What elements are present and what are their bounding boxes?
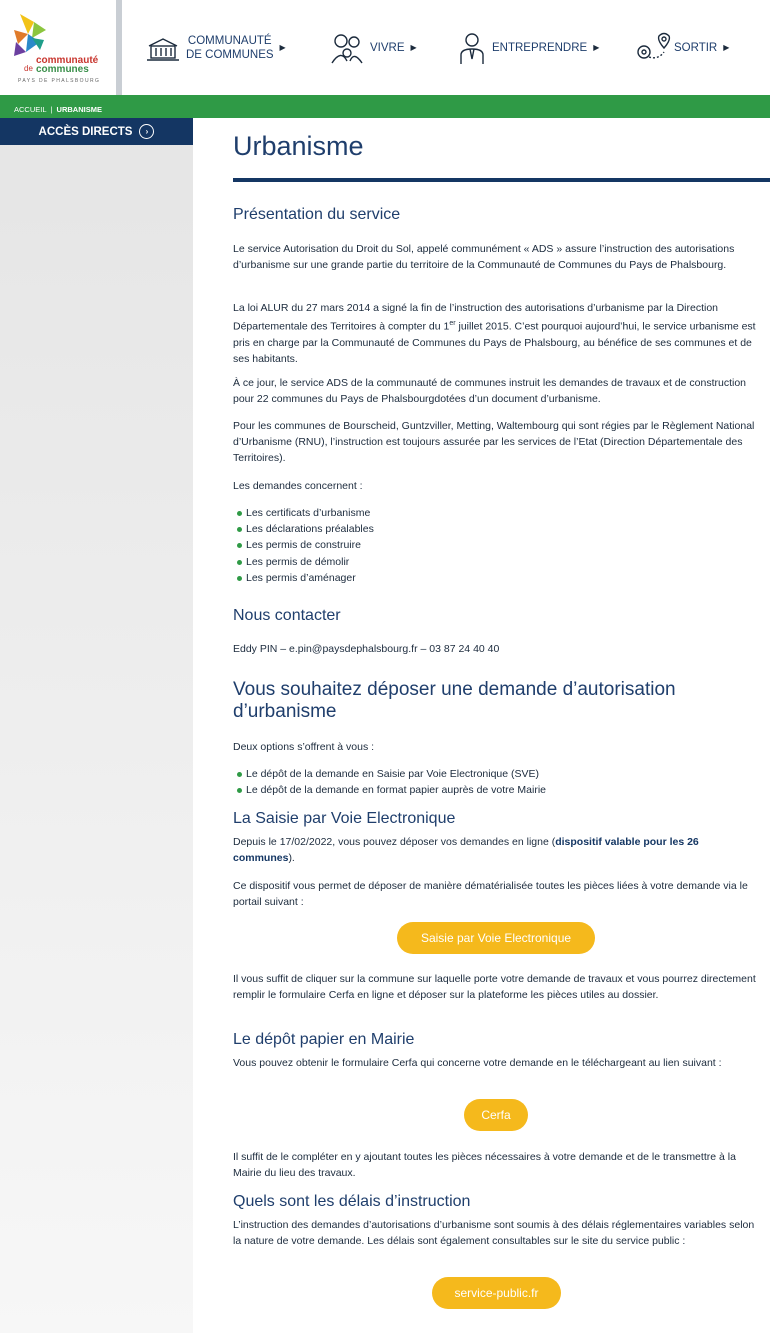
paragraph bbox=[233, 300, 763, 367]
nav-label: ENTREPRENDRE bbox=[492, 41, 588, 54]
list-item: Le dépôt de la demande en Saisie par Voie Electronique (SVE) bbox=[237, 766, 546, 782]
list-item: Les déclarations préalables bbox=[237, 521, 374, 537]
caret-right-icon: ▶ bbox=[279, 43, 286, 52]
breadcrumb-home[interactable]: ACCUEIL bbox=[14, 105, 47, 114]
paragraph: Les demandes concernent : bbox=[233, 480, 363, 492]
logo-line2: communes bbox=[36, 64, 89, 75]
list-item: Les permis de démolir bbox=[237, 554, 374, 570]
list-item: Les permis de construire bbox=[237, 537, 374, 553]
nav-label: SORTIR bbox=[674, 41, 718, 54]
logo-prefix: de bbox=[24, 64, 33, 73]
sve-button[interactable]: Saisie par Voie Electronique bbox=[397, 922, 595, 954]
options-list bbox=[237, 766, 546, 798]
paragraph: À ce jour, le service ADS de la communauté de communes instruit les demandes de travaux et de construction pour 22 communes du Pays de Phalsbourgdotées d’un document d’urbanisme. bbox=[233, 377, 747, 406]
section-heading: Le dépôt papier en Mairie bbox=[233, 1031, 415, 1048]
acces-directs-button[interactable] bbox=[0, 118, 193, 145]
paragraph-part: Depuis le 17/02/2022, vous pouvez déposer vos demandes en ligne ( bbox=[233, 836, 556, 848]
chevron-right-circle-icon: › bbox=[139, 124, 154, 139]
nav-communaute[interactable] bbox=[146, 0, 286, 95]
demandes-list bbox=[237, 505, 374, 586]
breadcrumb bbox=[14, 105, 102, 114]
businessman-icon bbox=[458, 31, 486, 65]
logo-subtitle: PAYS DE PHALSBOURG bbox=[18, 78, 101, 84]
caret-right-icon: ▶ bbox=[410, 43, 417, 52]
paragraph: Il vous suffit de cliquer sur la commune sur laquelle porte votre demande de travaux et vous pourrez directement remplir le formulaire Cerfa en ligne et déposer sur la plateforme les pièces utiles au dossier. bbox=[233, 973, 756, 1002]
site-logo[interactable] bbox=[0, 0, 122, 95]
nav-label: VIVRE bbox=[370, 41, 405, 54]
paragraph: L’instruction des demandes d’autorisations d’urbanisme sont soumis à des délais réglementaires variables selon la nature de votre demande. Les délais sont également consultables sur le site du service public : bbox=[233, 1219, 755, 1248]
logo-line1: communauté bbox=[36, 55, 99, 66]
bold-text: dispositif valable pour les 26 communes bbox=[233, 836, 699, 865]
paragraph bbox=[233, 834, 763, 866]
paragraph: Le service Autorisation du Droit du Sol, appelé communément « ADS » assure l’instruction des autorisations d’urbanisme sur une grande partie du territoire de la Communauté de Communes du Pays de Phalsbourg. bbox=[233, 243, 735, 272]
service-public-button[interactable]: service-public.fr bbox=[432, 1277, 561, 1309]
list-item: Les certificats d’urbanisme bbox=[237, 505, 374, 521]
logo-mark-icon bbox=[10, 12, 50, 57]
section-heading: Nous contacter bbox=[233, 607, 341, 624]
paragraph: Ce dispositif vous permet de déposer de manière dématérialisée toutes les pièces liées à votre demande via le portail suivant : bbox=[233, 880, 748, 909]
caret-right-icon: ▶ bbox=[723, 43, 730, 52]
paragraph: Deux options s’offrent à vous : bbox=[233, 741, 375, 753]
acces-directs-label: ACCÈS DIRECTS bbox=[38, 125, 133, 138]
paragraph: Pour les communes de Bourscheid, Guntzviller, Metting, Waltembourg qui sont régies par le Règlement National d’Urbanisme (RNU), l’instruction est toujours assurée par les services de l’Etat (Direction Départementale des Territoires). bbox=[233, 420, 755, 465]
list-item: Les permis d’aménager bbox=[237, 570, 374, 586]
paragraph-part: juillet 2015. C’est pourquoi aujourd’hui, le service urbanisme est pris en charge par la Communauté de Communes du Pays de Phalsbourg, au bénéfice de ses communes et de ses habitants. bbox=[233, 320, 756, 366]
section-heading: Présentation du service bbox=[233, 206, 401, 223]
sidebar bbox=[0, 118, 193, 1333]
section-heading-large: Vous souhaitez déposer une demande d’autorisation d’urbanisme bbox=[233, 679, 676, 722]
nav-label: DE COMMUNES bbox=[186, 48, 274, 61]
paragraph-part: La loi ALUR du 27 mars 2014 a signé la fin de l’instruction des autorisations d’urbanisme par la Direction Départementale des Territoires à compter du 1 bbox=[233, 302, 719, 333]
page-title: Urbanisme bbox=[233, 131, 364, 161]
map-pin-icon bbox=[636, 32, 672, 64]
breadcrumb-separator: | bbox=[50, 105, 53, 114]
site-header bbox=[0, 0, 770, 95]
breadcrumb-current: URBANISME bbox=[56, 105, 102, 114]
paragraph: Vous pouvez obtenir le formulaire Cerfa qui concerne votre demande en le téléchargeant au lien suivant : bbox=[233, 1057, 722, 1069]
paragraph-part: ). bbox=[288, 852, 295, 865]
breadcrumb-bar bbox=[0, 95, 770, 118]
nav-entreprendre[interactable] bbox=[458, 0, 599, 95]
nav-label: COMMUNAUTÉ bbox=[187, 34, 272, 47]
list-item: Le dépôt de la demande en format papier auprès de votre Mairie bbox=[237, 782, 546, 798]
superscript: er bbox=[449, 320, 456, 328]
contact-line: Eddy PIN – e.pin@paysdephalsbourg.fr – 03 87 24 40 40 bbox=[233, 643, 500, 655]
section-heading: La Saisie par Voie Electronique bbox=[233, 810, 456, 827]
cerfa-button[interactable]: Cerfa bbox=[464, 1099, 528, 1131]
section-heading: Quels sont les délais d’instruction bbox=[233, 1193, 471, 1210]
paragraph: Il suffit de le compléter en y ajoutant toutes les pièces nécessaires à votre demande et de le transmettre à la Mairie du lieu des travaux. bbox=[233, 1151, 736, 1180]
nav-sortir[interactable] bbox=[636, 0, 729, 95]
town-hall-icon bbox=[146, 34, 180, 62]
title-divider bbox=[233, 178, 770, 182]
nav-vivre[interactable] bbox=[330, 0, 417, 95]
family-icon bbox=[330, 31, 364, 65]
caret-right-icon: ▶ bbox=[593, 43, 600, 52]
